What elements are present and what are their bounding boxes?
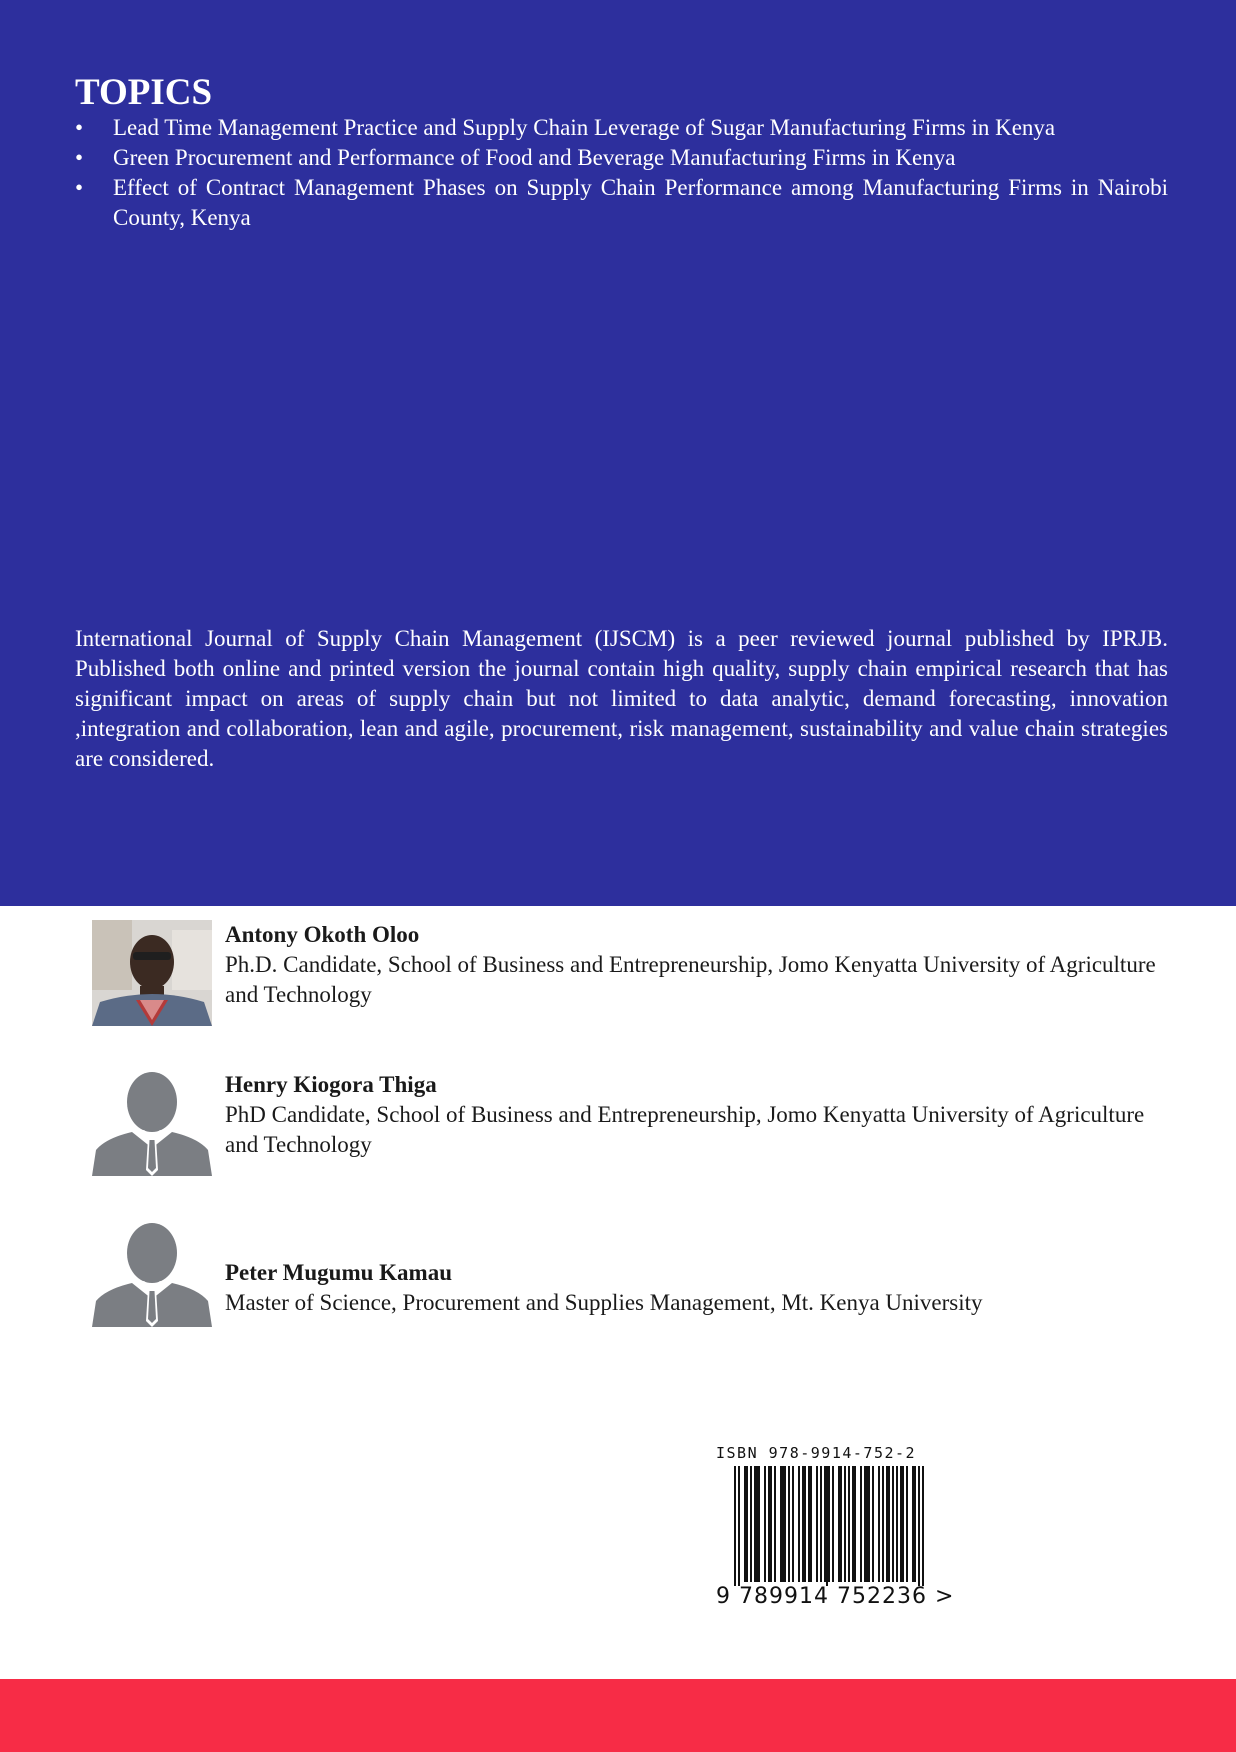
barcode-bar <box>868 1466 870 1582</box>
barcode-bar <box>768 1466 770 1582</box>
barcode-bar <box>860 1466 862 1582</box>
barcode-bar <box>922 1466 924 1586</box>
author-entry <box>92 920 1192 1030</box>
barcode-bar <box>804 1466 806 1582</box>
barcode-bar <box>808 1466 810 1582</box>
barcode-bar <box>802 1466 804 1582</box>
avatar-placeholder-icon <box>92 1221 212 1327</box>
barcode-bar <box>824 1466 826 1582</box>
barcode-bar <box>770 1466 772 1582</box>
author-entry <box>92 1221 1192 1331</box>
barcode-bar <box>918 1466 920 1586</box>
barcode-bar <box>798 1466 800 1582</box>
isbn-label: ISBN 978-9914-752-2 <box>716 1444 917 1462</box>
barcode-bar <box>844 1466 846 1582</box>
barcode-bar <box>782 1466 784 1582</box>
barcode-bar <box>902 1466 904 1582</box>
avatar-placeholder-icon <box>92 1070 212 1176</box>
barcode-bar <box>866 1466 868 1582</box>
author-affiliation: Ph.D. Candidate, School of Business and Entrepreneurship, Jomo Kenyatta University of Agriculture and Technology <box>225 952 1156 1007</box>
barcode-bar <box>792 1466 794 1582</box>
author-info <box>225 920 1165 1010</box>
barcode-bar <box>738 1466 740 1586</box>
barcode-bar <box>878 1466 880 1582</box>
bullet-icon: • <box>75 115 84 140</box>
isbn-barcode <box>716 1444 955 1624</box>
author-name: Henry Kiogora Thiga <box>225 1072 437 1097</box>
author-photo <box>92 920 212 1026</box>
barcode-bar <box>746 1466 748 1582</box>
red-footer-band <box>0 1679 1236 1752</box>
barcode-bar <box>734 1466 736 1586</box>
topics-list <box>75 113 1168 233</box>
topics-heading: TOPICS <box>75 72 213 113</box>
barcode-bar <box>872 1466 874 1582</box>
bullet-icon: • <box>75 175 84 200</box>
barcode-bar <box>774 1466 776 1582</box>
bullet-icon: • <box>75 145 84 170</box>
barcode-bar <box>826 1466 828 1586</box>
barcode-bar <box>848 1466 850 1582</box>
journal-description: International Journal of Supply Chain Management (IJSCM) is a peer reviewed journal published by IPRJB. Published both online and printed version the journal contain high quality, supply chain empirical research that has significant impact on areas of supply chain but not limited to data analytic, demand forecasting, innovation ,integration and collaboration, lean and agile, procurement, risk management, sustainability and value chain strategies are considered. <box>75 626 1168 771</box>
author-entry <box>92 1070 1192 1180</box>
barcode-bar <box>896 1466 898 1582</box>
barcode-bar <box>744 1466 746 1582</box>
barcode-digits: 9 789914 752236 > <box>716 1584 955 1609</box>
barcode-bar <box>810 1466 812 1582</box>
barcode-bar <box>838 1466 840 1582</box>
author-name: Antony Okoth Oloo <box>225 922 420 947</box>
barcode-bar <box>788 1466 790 1582</box>
barcode-bar <box>764 1466 766 1582</box>
barcode-bar <box>892 1466 894 1582</box>
barcode-bar <box>888 1466 890 1582</box>
topic-item: • Lead Time Management Practice and Supply Chain Leverage of Sugar Manufacturing Firms in Kenya <box>75 113 1168 143</box>
barcode-bar <box>820 1466 822 1582</box>
barcode-bar <box>864 1466 866 1582</box>
barcode-bar <box>784 1466 786 1582</box>
barcode-bar <box>754 1466 756 1582</box>
barcode-bar <box>912 1466 914 1582</box>
barcode-bar <box>914 1466 916 1582</box>
barcode-bar <box>886 1466 888 1582</box>
barcode-bars <box>716 1466 936 1586</box>
barcode-bar <box>852 1466 854 1582</box>
barcode-bar <box>906 1466 908 1582</box>
author-info <box>225 1070 1165 1160</box>
barcode-bar <box>900 1466 902 1582</box>
author-info <box>225 1258 1165 1318</box>
barcode-bar <box>780 1466 782 1582</box>
barcode-bar <box>756 1466 758 1582</box>
barcode-bar <box>854 1466 856 1582</box>
barcode-bar <box>828 1466 830 1582</box>
topic-item: • Effect of Contract Management Phases on Supply Chain Performance among Manufacturing Firms in Nairobi County, Kenya <box>75 175 1168 230</box>
barcode-bar <box>758 1466 760 1582</box>
barcode-bar <box>816 1466 818 1582</box>
barcode-bar <box>832 1466 834 1582</box>
author-affiliation: Master of Science, Procurement and Supplies Management, Mt. Kenya University <box>225 1290 983 1315</box>
author-affiliation: PhD Candidate, School of Business and Entrepreneurship, Jomo Kenyatta University of Agriculture and Technology <box>225 1102 1145 1157</box>
barcode-bar <box>882 1466 884 1582</box>
topic-item: • Green Procurement and Performance of Food and Beverage Manufacturing Firms in Kenya <box>75 143 1168 173</box>
barcode-bar <box>840 1466 842 1582</box>
barcode-bar <box>750 1466 752 1582</box>
author-name: Peter Mugumu Kamau <box>225 1260 453 1285</box>
